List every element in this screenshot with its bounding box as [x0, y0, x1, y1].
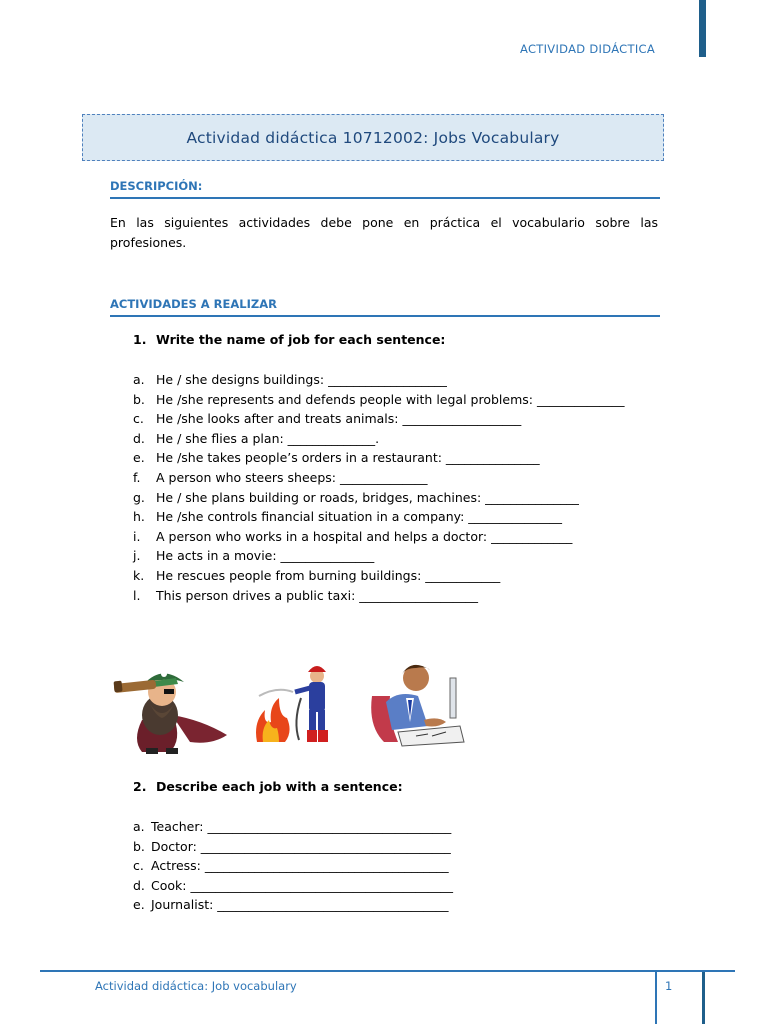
list-item — [133, 817, 453, 837]
list-item — [133, 507, 624, 527]
list-item-marker: a. — [133, 372, 145, 387]
question-2-number: 2. — [133, 779, 147, 794]
list-item-text: He /she controls financial situation in a company: _______________ — [156, 509, 563, 525]
list-item-text: Journalist: _____________________________________ — [151, 897, 449, 913]
office-worker-illustration — [368, 656, 466, 748]
list-item-text: Teacher: _______________________________________ — [151, 819, 452, 834]
description-line-1: En las siguientes actividades debe pone en práctica el vocabulario sobre las — [110, 215, 658, 230]
list-item — [133, 488, 624, 508]
question-2-heading — [133, 779, 403, 794]
list-item-marker: c. — [133, 411, 144, 427]
list-item — [133, 895, 453, 915]
footer-accent-bar — [702, 972, 705, 1024]
activities-section-heading: ACTIVIDADES A REALIZAR — [110, 293, 660, 317]
page-number: 1 — [665, 979, 673, 993]
list-item — [133, 586, 624, 606]
list-item-marker: a. — [133, 819, 145, 834]
list-item-marker: e. — [133, 450, 145, 466]
list-item — [133, 448, 624, 468]
list-item — [133, 546, 624, 566]
list-item-marker: l. — [133, 587, 141, 603]
list-item-marker: f. — [133, 469, 141, 485]
question-1-heading — [133, 332, 445, 347]
list-item-marker: j. — [133, 548, 141, 564]
list-item-marker: i. — [133, 528, 141, 544]
question-2-text: Describe each job with a sentence: — [156, 779, 403, 794]
list-item-text: Doctor: ________________________________________ — [151, 838, 451, 854]
list-item-marker: b. — [133, 391, 145, 407]
list-item-marker: e. — [133, 897, 145, 913]
pirate-illustration — [112, 660, 240, 755]
list-item-marker: d. — [133, 430, 145, 446]
description-text — [110, 213, 658, 253]
list-item-text: He / she plans building or roads, bridges, machines: _______________ — [156, 489, 579, 505]
list-item-text: He /she takes people’s orders in a restaurant: _______________ — [156, 450, 540, 466]
footer-separator — [655, 972, 657, 1024]
list-item — [133, 390, 624, 410]
list-item-marker: h. — [133, 509, 145, 525]
question-1-list — [133, 370, 624, 605]
list-item-text: He / she designs buildings: ___________________ — [156, 372, 447, 387]
list-item-text: This person drives a public taxi: ___________________ — [156, 587, 479, 603]
list-item-marker: k. — [133, 567, 145, 583]
list-item-text: He /she looks after and treats animals: ___________________ — [156, 411, 522, 427]
footer-title: Actividad didáctica: Job vocabulary — [95, 979, 297, 993]
list-item-marker: b. — [133, 838, 145, 854]
list-item — [133, 409, 624, 429]
list-item-text: Cook: __________________________________________ — [151, 877, 453, 893]
list-item — [133, 566, 624, 586]
question-1-text: Write the name of job for each sentence: — [156, 332, 446, 347]
question-2-list — [133, 817, 453, 915]
list-item-marker: g. — [133, 489, 145, 505]
list-item — [133, 429, 624, 449]
list-item-marker: d. — [133, 877, 145, 893]
list-item-text: Actress: _______________________________________ — [151, 858, 449, 874]
list-item — [133, 370, 624, 390]
question-1-number: 1. — [133, 332, 147, 347]
description-line-2: profesiones. — [110, 235, 187, 250]
list-item — [133, 837, 453, 857]
list-item-text: He acts in a movie: _______________ — [156, 548, 375, 564]
list-item-text: A person who steers sheeps: ______________ — [156, 469, 428, 485]
firefighter-illustration — [253, 662, 338, 747]
description-section-heading: DESCRIPCIÓN: — [110, 175, 660, 199]
list-item-text: A person who works in a hospital and helps a doctor: _____________ — [156, 528, 573, 544]
list-item — [133, 876, 453, 896]
list-item-marker: c. — [133, 858, 144, 874]
list-item — [133, 527, 624, 547]
list-item — [133, 468, 624, 488]
title-box — [82, 114, 664, 161]
list-item-text: He rescues people from burning buildings: ____________ — [156, 567, 501, 583]
footer-rule — [40, 970, 735, 972]
page-title: Actividad didáctica 10712002: Jobs Vocabulary — [186, 128, 560, 147]
header-label: ACTIVIDAD DIDÁCTICA — [520, 42, 656, 56]
list-item-text: He /she represents and defends people with legal problems: ______________ — [156, 391, 625, 407]
header-accent-bar — [699, 0, 706, 57]
list-item-text: He / she flies a plan: ______________. — [156, 430, 380, 446]
list-item — [133, 856, 453, 876]
